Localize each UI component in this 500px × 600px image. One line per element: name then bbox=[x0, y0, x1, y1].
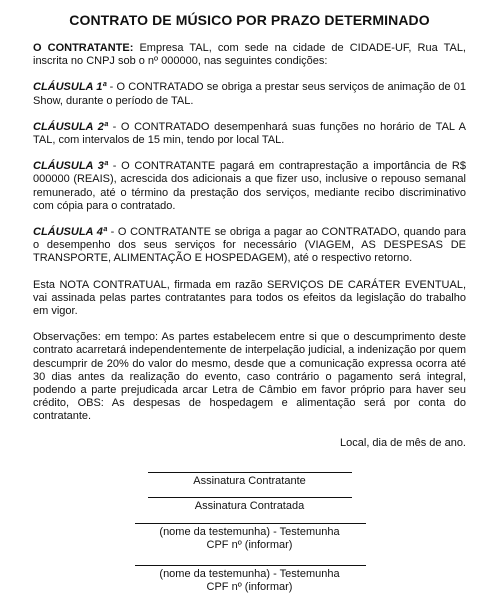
testemunha-1-cpf: CPF nº (informar) bbox=[206, 539, 293, 552]
signature-testemunha-2 bbox=[33, 565, 466, 594]
document-title: CONTRATO DE MÚSICO POR PRAZO DETERMINADO bbox=[69, 12, 430, 28]
signature-contratada-label: Assinatura Contratada bbox=[194, 500, 305, 513]
contratante-label: O CONTRATANTE: bbox=[33, 42, 134, 54]
signature-testemunha-1 bbox=[33, 523, 466, 552]
clausula-2-label: CLÁUSULA 2ª bbox=[33, 120, 108, 133]
clausula-4 bbox=[33, 226, 466, 266]
testemunha-2-cpf: CPF nº (informar) bbox=[206, 580, 293, 593]
observacoes-paragraph: Observações: em tempo: As partes estabelecem entre si que o descumprimento deste contrato acarretará independentemente de interpelação judicial, a indenização por quem descumprir de 20% do valor do mesmo, desde que a comunicação expressa ocorra até 30 dias antes da realização do evento, caso contrário o pagamento será integral, podendo a parte prejudicada arcar Letra de Câmbio em favor próprio para haver seu crédito, OBS: As despesas de hospedagem e alimentação será por conta do contratante. bbox=[33, 331, 466, 423]
nota-contratual-paragraph: Esta NOTA CONTRATUAL, firmada em razão SERVIÇOS DE CARÁTER EVENTUAL, vai assinada pelas partes contratantes para todos os efeitos da legislação do trabalho em vigor. bbox=[33, 278, 466, 318]
clausula-1-text: - O CONTRATADO se obriga a prestar seus serviços de animação de 01 Show, durante o período de TAL. bbox=[33, 81, 466, 107]
contratante-paragraph bbox=[33, 42, 466, 68]
signature-contratada bbox=[33, 497, 466, 513]
clausula-4-text: - O CONTRATANTE se obriga a pagar ao CONTRATADO, quando para o desempenho dos seus serviços for necessário (VIAGEM, AS DESPESAS DE TRANSPORTE, ALIMENTAÇÃO E HOSPEDAGEM), até o respectivo retorno. bbox=[33, 226, 466, 265]
clausula-1 bbox=[33, 81, 466, 107]
clausula-2-text: - O CONTRATADO desempenhará suas funções no horário de TAL A TAL, com intervalos de 15 min, tendo por local TAL. bbox=[33, 120, 466, 147]
clausula-1-label: CLÁUSULA 1ª bbox=[33, 81, 107, 94]
signature-contratante-label: Assinatura Contratante bbox=[193, 474, 306, 487]
clausula-3-label: CLÁUSULA 3ª bbox=[33, 160, 108, 173]
clausula-4-label: CLÁUSULA 4ª bbox=[33, 226, 107, 239]
clausula-3-text: - O CONTRATANTE pagará em contraprestação a importância de R$ 000000 (REAIS), acrescida dos adicionais a que fizer uso, inclusive o repouso semanal remunerado, até o término da prestação dos serviços, mediante recibo discriminativo com cópia para o contratado. bbox=[33, 160, 466, 212]
testemunha-1-name: (nome da testemunha) - Testemunha bbox=[159, 526, 340, 539]
contratante-text: Empresa TAL, com sede na cidade de CIDADE-UF, Rua TAL, inscrita no CNPJ sob o nº 000000, nas seguintes condições: bbox=[33, 42, 466, 68]
testemunha-2-name: (nome da testemunha) - Testemunha bbox=[159, 567, 340, 580]
local-date-line: Local, dia de mês de ano. bbox=[340, 436, 466, 449]
signature-contratante bbox=[33, 472, 466, 488]
clausula-3 bbox=[33, 160, 466, 213]
clausula-2 bbox=[33, 121, 466, 147]
